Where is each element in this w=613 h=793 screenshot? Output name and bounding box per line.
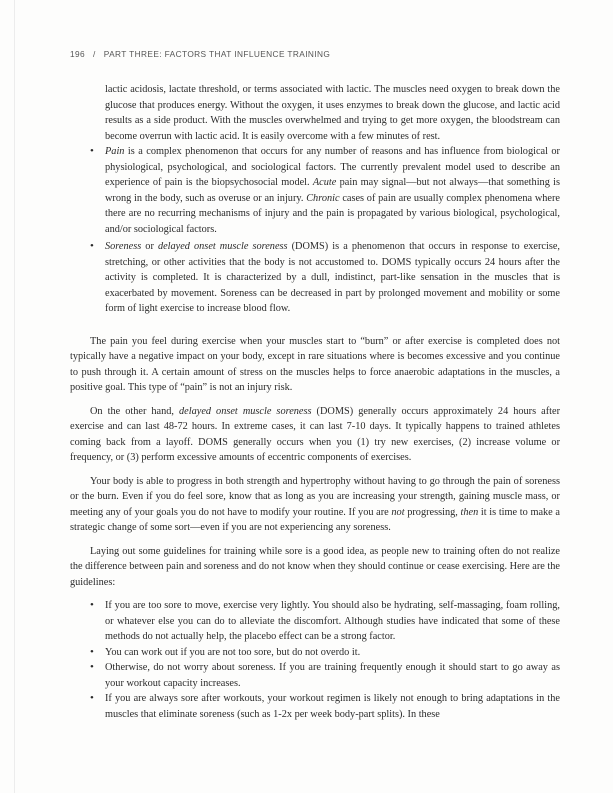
guideline-item: • Otherwise, do not worry about soreness. If you are training frequently enough it should start to go away as your workout capacity increases. <box>70 660 560 691</box>
term-chronic: Chronic <box>306 192 340 204</box>
definition-soreness: • Soreness or delayed onset muscle soreness (DOMS) is a phenomenon that occurs in response to exercise, stretching, or other activities that the body is not accustomed to. DOMS typically occurs 24 hours after the activity is completed. It is characterized by a dull, indistinct, part-like sensation in the muscles that is exacerbated by movement. Soreness can be decreased in part by prolonged movement and mobility or some form of light exercise to increase blood flow. <box>70 239 560 317</box>
guideline-item: • If you are always sore after workouts, your workout regimen is likely not enough to bring adaptations in the muscles that eliminate soreness (such as 1-2x per week body-part splits). In these <box>70 691 560 722</box>
term-soreness: Soreness <box>105 241 142 252</box>
guideline-item: • You can work out if you are not too sore, but do not overdo it. <box>70 645 560 661</box>
term-doms: delayed onset muscle soreness <box>157 241 288 252</box>
paragraph-progress: Your body is able to progress in both strength and hypertrophy without having to go through the pain of soreness or the burn. Even if you do feel sore, know that as long as you are increasing your strength, gaining muscle mass, or meeting any of your goals you do not have to modify your routine. If you are not progressing, then it is time to make a strategic change of some sort—even if you are not experiencing any soreness. <box>70 475 560 533</box>
page-edge <box>14 0 15 793</box>
term-acute: Acute <box>312 177 337 188</box>
term-pain: Pain <box>105 146 125 157</box>
definition-list <box>70 144 560 317</box>
page-number: 196 <box>70 49 86 59</box>
paragraph-guidelines-intro: Laying out some guidelines for training while sore is a good idea, as people new to training often do not realize the difference between pain and soreness and do not know when they should continue or cease exercising. Here are the guidelines: <box>70 545 560 588</box>
header-separator: / <box>93 49 96 59</box>
paragraph-doms: On the other hand, delayed onset muscle soreness (DOMS) generally occurs approximately 24 hours after exercise and can last 48-72 hours. In extreme cases, it can last 7-10 days. It typically happens to trained athletes coming back from a layoff. DOMS generally occurs when you (1) try new exercises, (2) increase volume or frequency, or (3) perform excessive amounts of eccentric components of exercises. <box>70 405 561 463</box>
definition-pain: • Pain is a complex phenomenon that occurs for any number of reasons and has influence from biological or physiological, psychological, and sociological factors. The currently prevalent model used to describe an experience of pain is the biopsychosocial model. Acute pain may signal—but not always—that something is wrong in the body, such as overuse or an injury. Chronic cases of pain are usually complex phenomena where there are no recurring mechanisms of injury and the pain is propagated by various biological, psychological, and/or sociological factors. <box>70 144 560 237</box>
section-title: PART THREE: FACTORS THAT INFLUENCE TRAINING <box>103 49 331 59</box>
continued-paragraph: lactic acidosis, lactate threshold, or terms associated with lactic. The muscles need oxygen to break down the glucose that produces energy. Without the oxygen, it uses enzymes to break down the glucose, and lactic acid results as a side product. With the muscles overwhelmed and trying to get more oxygen, the bloodstream can become overrun with lactic acid. It is easily overcome with a few minutes of rest. <box>105 84 560 142</box>
guideline-item: • If you are too sore to move, exercise very lightly. You should also be hydrating, self-massaging, foam rolling, or whatever else you can do to alleviate the discomfort. Although studies have indicated that some of these methods do not actually help, the placebo effect can be a strong factor. <box>70 598 560 645</box>
paragraph-burn: The pain you feel during exercise when your muscles start to “burn” or after exercise is completed does not typically have a negative impact on your body, except in rare situations where is becomes excessive and you continue to push through it. A certain amount of stress on the muscles helps to force anaerobic adaptations in the muscles, a positive goal. This type of “pain” is not an injury risk. <box>70 335 560 393</box>
guidelines-list <box>70 598 560 722</box>
page-content <box>70 82 560 722</box>
running-header <box>70 49 330 59</box>
